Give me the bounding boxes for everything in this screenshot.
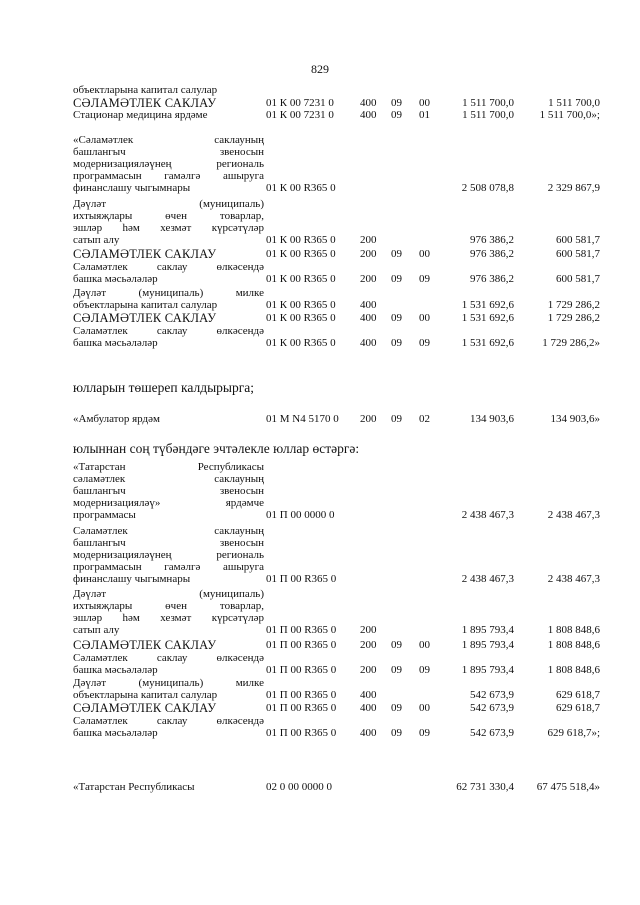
subsection-code: 00: [419, 248, 430, 261]
program-code: 01 П 00 R365 0: [266, 572, 337, 585]
page-number: 829: [311, 62, 329, 76]
amount-first-year: 62 731 330,4: [456, 781, 514, 793]
program-code: 01 П 00 R365 0: [266, 624, 337, 636]
expense-type-code: 400: [360, 96, 377, 109]
section-code: 09: [391, 96, 402, 109]
amount-second-year: 1 511 700,0»;: [539, 109, 600, 122]
section-code: 09: [391, 311, 402, 324]
table-row-line: [0, 624, 640, 636]
table-row-line: [0, 325, 640, 337]
row-description: программасы: [73, 509, 136, 521]
amount-first-year: 976 386,2: [470, 233, 514, 246]
section-code: 09: [391, 248, 402, 261]
expense-type-code: 200: [360, 248, 377, 261]
subsection-code: 02: [419, 413, 430, 425]
amount-second-year: 2 438 467,3: [547, 572, 600, 585]
row-description: башка мәсьәләләр: [73, 336, 158, 349]
table-row: [0, 97, 640, 109]
row-description: эшләр һәм хезмәт күрсәтүләр: [73, 221, 264, 234]
table-row-line: [0, 248, 640, 260]
table-row: [0, 781, 640, 793]
amount-second-year: 1 511 700,0: [548, 96, 600, 109]
row-description: СӘЛАМӘТЛЕК САКЛАУ: [73, 637, 217, 652]
amount-second-year: 67 475 518,4»: [536, 781, 600, 793]
amount-second-year: 1 808 848,6: [547, 638, 600, 651]
row-description: СӘЛАМӘТЛЕК САКЛАУ: [73, 310, 217, 325]
table-row: [0, 109, 640, 121]
program-code: 01 К 00 R365 0: [266, 248, 336, 261]
table-row-line: [0, 485, 640, 497]
row-description: финанслашу чыгымнары: [73, 572, 191, 585]
row-description: Дәүләт (муниципаль): [73, 588, 264, 600]
table-row-line: [0, 509, 640, 521]
subsection-code: 00: [419, 638, 430, 651]
table-row: [0, 198, 640, 246]
program-code: 01 К 00 R365 0: [266, 233, 336, 246]
table-row: [0, 588, 640, 636]
amount-first-year: 2 438 467,3: [461, 572, 514, 585]
program-code: 01 К 00 R365 0: [266, 336, 336, 349]
row-description: Дәүләт (муниципаль): [73, 197, 264, 210]
row-description: модернизацияләүнең региональ: [73, 158, 264, 171]
table-row-line: [0, 497, 640, 509]
table-row-line: [0, 781, 640, 793]
subsection-code: 09: [419, 663, 430, 676]
row-description: «Сәламәтлек саклауның: [73, 134, 264, 147]
amount-second-year: 600 581,7: [556, 248, 600, 261]
program-code: 01 К 00 R365 0: [266, 273, 336, 286]
amount-second-year: 629 618,7: [556, 688, 600, 701]
program-code: 01 К 00 R365 0: [266, 311, 336, 324]
row-description: башка мәсьәләләр: [73, 727, 158, 739]
amount-second-year: 1 808 848,6: [547, 663, 600, 676]
table-row: [0, 248, 640, 260]
amount-first-year: 1 895 793,4: [461, 638, 514, 651]
amount-first-year: 1 531 692,6: [461, 311, 514, 324]
row-description: «Амбулатор ярдәм: [73, 413, 160, 425]
subsection-code: 01: [419, 109, 430, 122]
row-description: объектларына капитал салулар: [73, 298, 218, 311]
table-row-line: [0, 612, 640, 624]
paragraph-remove-rows: юлларын төшереп калдырырга;: [73, 380, 255, 395]
expense-type-code: 400: [360, 109, 377, 122]
row-description: башка мәсьәләләр: [73, 663, 158, 676]
program-code: 02 0 00 0000 0: [266, 781, 332, 793]
table-row-line: [0, 702, 640, 714]
section-code: 09: [391, 638, 402, 651]
row-description: башлангыч звеносын: [73, 485, 264, 497]
amount-first-year: 134 903,6: [470, 413, 514, 425]
amount-second-year: 1 729 286,2: [547, 298, 600, 311]
program-code: 01 М N4 5170 0: [266, 413, 339, 425]
expense-type-code: 400: [360, 727, 377, 739]
expense-type-code: 200: [360, 413, 377, 425]
subsection-code: 00: [419, 96, 430, 109]
table-row: [0, 652, 640, 676]
table-row-line: [0, 600, 640, 612]
amount-first-year: 1 511 700,0: [462, 109, 514, 122]
table-row: [0, 702, 640, 714]
row-description: объектларына капитал салулар: [73, 688, 218, 701]
expense-type-code: 200: [360, 624, 377, 636]
table-row-line: [0, 561, 640, 573]
table-row-line: [0, 287, 640, 299]
expense-type-code: 200: [360, 233, 377, 246]
table-row: [0, 715, 640, 739]
table-row: [0, 287, 640, 311]
amount-first-year: 2 508 078,8: [461, 182, 514, 195]
table-row-line: [0, 664, 640, 676]
row-description: ихтыяҗлары өчен товарлар,: [73, 209, 264, 222]
table-row: [0, 134, 640, 194]
row-description: «Татарстан Республикасы: [73, 461, 264, 473]
amount-second-year: 2 438 467,3: [547, 509, 600, 521]
table-row-line: [0, 198, 640, 210]
amount-first-year: 542 673,9: [470, 702, 514, 715]
table-row-line: [0, 273, 640, 285]
program-code: 01 К 00 R365 0: [266, 182, 336, 195]
amount-second-year: 1 808 848,6: [547, 624, 600, 636]
row-description: сатып алу: [73, 233, 120, 246]
amount-second-year: 1 729 286,2: [547, 311, 600, 324]
expense-type-code: 200: [360, 663, 377, 676]
row-description: эшләр һәм хезмәт күрсәтүләр: [73, 612, 264, 624]
amount-second-year: 629 618,7: [556, 702, 600, 715]
amount-first-year: 542 673,9: [470, 727, 514, 739]
program-code: 01 К 00 7231 0: [266, 96, 334, 109]
row-description: СӘЛАМӘТЛЕК САКЛАУ: [73, 701, 217, 716]
table-row-line: [0, 261, 640, 273]
row-description: Дәүләт (муниципаль) милке: [73, 286, 264, 299]
table-row-line: [0, 473, 640, 485]
table-row-line: [0, 84, 640, 96]
section-code: 09: [391, 663, 402, 676]
row-description: Дәүләт (муниципаль) милке: [73, 676, 264, 689]
section-code: 09: [391, 336, 402, 349]
program-code: 01 П 00 R365 0: [266, 702, 337, 715]
table-row: [0, 84, 640, 96]
table-row-line: [0, 549, 640, 561]
table-row-line: [0, 689, 640, 701]
section-code: 09: [391, 109, 402, 122]
table-row-line: [0, 210, 640, 222]
expense-type-code: 400: [360, 702, 377, 715]
table-row-line: [0, 677, 640, 689]
row-description: СӘЛАМӘТЛЕК САКЛАУ: [73, 247, 217, 262]
expense-type-code: 400: [360, 336, 377, 349]
program-code: 01 П 00 0000 0: [266, 509, 335, 521]
program-code: 01 П 00 R365 0: [266, 727, 337, 739]
amount-first-year: 976 386,2: [470, 273, 514, 286]
table-row-line: [0, 182, 640, 194]
row-description: Сәламәтлек саклау өлкәсендә: [73, 261, 264, 274]
amount-second-year: 2 329 867,9: [547, 182, 600, 195]
table-row-line: [0, 715, 640, 727]
row-description: финанслашу чыгымнары: [73, 182, 191, 195]
table-row-line: [0, 588, 640, 600]
amount-second-year: 134 903,6»: [550, 413, 600, 425]
amount-first-year: 1 531 692,6: [461, 298, 514, 311]
paragraph-add-rows: юлыннан соң түбәндәге эчтәлекле юллар өстәргә:: [73, 441, 360, 456]
program-code: 01 П 00 R365 0: [266, 688, 337, 701]
amount-first-year: 1 895 793,4: [461, 663, 514, 676]
row-description: башлангыч звеносын: [73, 146, 264, 159]
table-row-line: [0, 337, 640, 349]
expense-type-code: 400: [360, 298, 377, 311]
amount-first-year: 1 895 793,4: [461, 624, 514, 636]
program-code: 01 К 00 R365 0: [266, 298, 336, 311]
subsection-code: 00: [419, 702, 430, 715]
table-row: [0, 261, 640, 285]
table-row-line: [0, 109, 640, 121]
row-description: Сәламәтлек саклау өлкәсендә: [73, 651, 264, 664]
table-row: [0, 461, 640, 521]
table-row: [0, 677, 640, 701]
table-row-line: [0, 312, 640, 324]
expense-type-code: 400: [360, 688, 377, 701]
table-row-line: [0, 222, 640, 234]
section-code: 09: [391, 727, 402, 739]
program-code: 01 П 00 R365 0: [266, 663, 337, 676]
amount-first-year: 2 438 467,3: [461, 509, 514, 521]
table-row-line: [0, 537, 640, 549]
section-code: 09: [391, 273, 402, 286]
row-description: СӘЛАМӘТЛЕК САКЛАУ: [73, 95, 217, 110]
amount-first-year: 976 386,2: [470, 248, 514, 261]
subsection-code: 09: [419, 336, 430, 349]
row-description: модернизацияләү» ярдәмче: [73, 497, 264, 509]
row-description: башлангыч звеносын: [73, 536, 264, 549]
row-description: модернизацияләүнең региональ: [73, 548, 264, 561]
table-row-line: [0, 525, 640, 537]
table-row-line: [0, 146, 640, 158]
amount-second-year: 600 581,7: [556, 273, 600, 286]
table-row-line: [0, 234, 640, 246]
table-row-line: [0, 299, 640, 311]
section-code: 09: [391, 702, 402, 715]
expense-type-code: 200: [360, 638, 377, 651]
amount-first-year: 542 673,9: [470, 688, 514, 701]
row-description: сәламәтлек саклауның: [73, 473, 264, 485]
expense-type-code: 200: [360, 273, 377, 286]
table-row-line: [0, 413, 640, 425]
program-code: 01 К 00 7231 0: [266, 109, 334, 122]
table-row-line: [0, 461, 640, 473]
subsection-code: 00: [419, 311, 430, 324]
row-description: Сәламәтлек саклау өлкәсендә: [73, 715, 264, 727]
amount-second-year: 629 618,7»;: [547, 727, 600, 739]
table-row-line: [0, 158, 640, 170]
table-row-line: [0, 639, 640, 651]
table-row: [0, 525, 640, 585]
amount-first-year: 1 531 692,6: [461, 336, 514, 349]
row-description: программасын гамәлгә ашыруга: [73, 560, 264, 573]
row-description: Сәламәтлек саклауның: [73, 524, 264, 537]
row-description: сатып алу: [73, 624, 120, 636]
table-row: [0, 639, 640, 651]
subsection-code: 09: [419, 727, 430, 739]
row-description: объектларына капитал салулар: [73, 84, 218, 96]
amount-first-year: 1 511 700,0: [462, 96, 514, 109]
amount-second-year: 1 729 286,2»: [542, 336, 600, 349]
table-row-line: [0, 170, 640, 182]
row-description: «Татарстан Республикасы: [73, 781, 195, 793]
expense-type-code: 400: [360, 311, 377, 324]
table-row: [0, 325, 640, 349]
subsection-code: 09: [419, 273, 430, 286]
table-row-line: [0, 727, 640, 739]
row-description: Сәламәтлек саклау өлкәсендә: [73, 324, 264, 337]
table-row-line: [0, 652, 640, 664]
amount-second-year: 600 581,7: [556, 233, 600, 246]
row-description: башка мәсьәләләр: [73, 273, 158, 286]
section-code: 09: [391, 413, 402, 425]
table-row: [0, 312, 640, 324]
row-description: ихтыяҗлары өчен товарлар,: [73, 600, 264, 612]
row-description: программасын гамәлгә ашыруга: [73, 170, 264, 183]
program-code: 01 П 00 R365 0: [266, 638, 337, 651]
table-row-line: [0, 573, 640, 585]
row-description: Стационар медицина ярдәме: [73, 109, 208, 122]
table-row: [0, 413, 640, 425]
table-row-line: [0, 97, 640, 109]
table-row-line: [0, 134, 640, 146]
